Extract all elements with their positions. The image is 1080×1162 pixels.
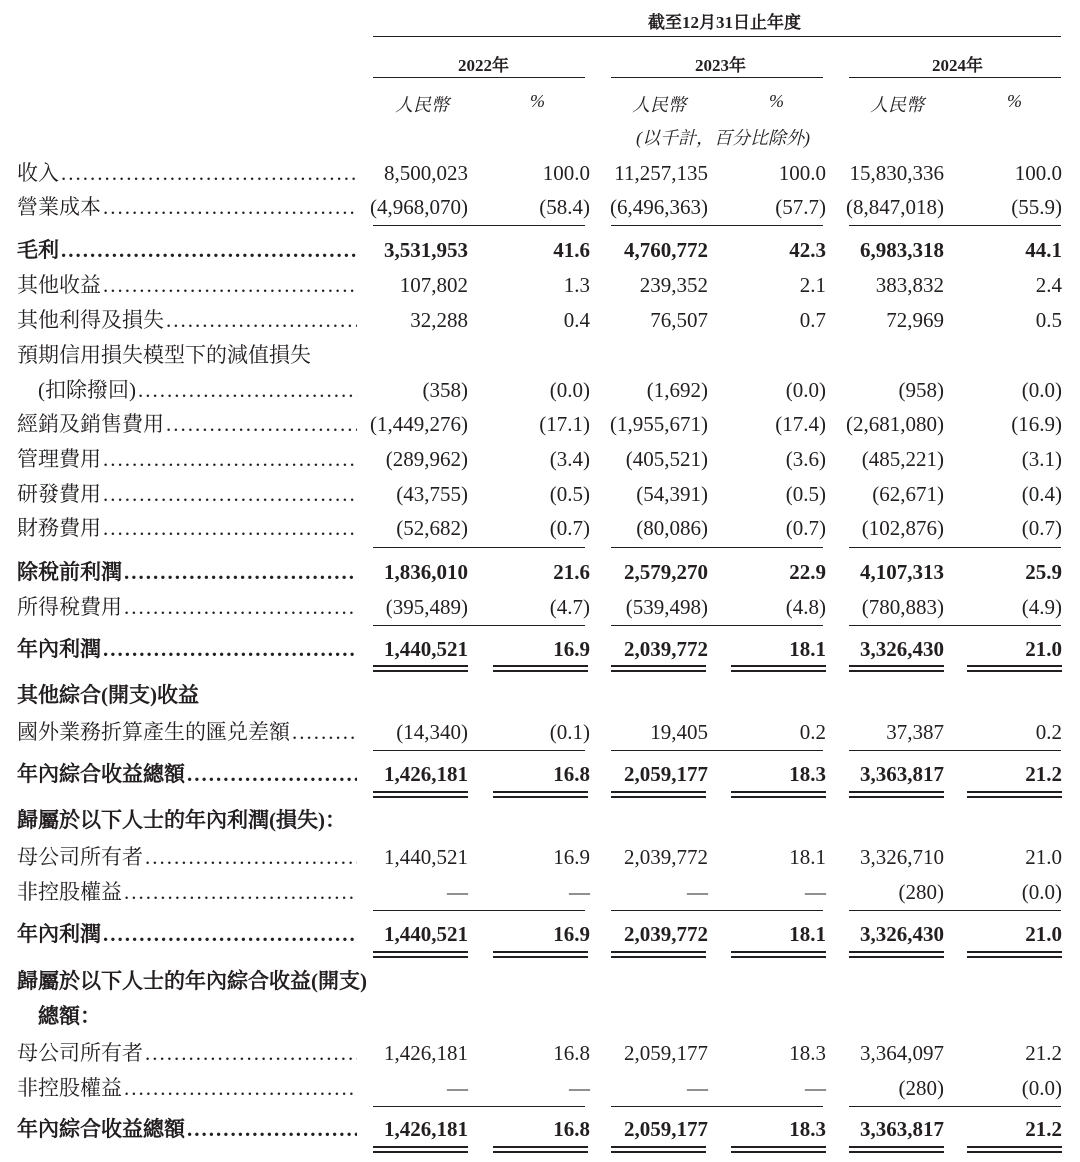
value-2023-pct: (57.7) [775,195,826,219]
double-underline [373,951,468,953]
double-underline [849,951,944,953]
double-underline [849,956,944,958]
value-2024-pct: 0.5 [1035,308,1062,332]
double-underline [849,1151,944,1153]
double-underline [967,665,1062,667]
row-attributable-tci-heading-cont [0,999,1080,1033]
value-2023-pct: 100.0 [778,161,826,185]
percent-label-2023: % [769,91,784,111]
row-profit-for-year-2 [0,917,1080,951]
value-2023-rmb: — [687,1076,708,1100]
value-2022-pct: 16.9 [553,922,590,946]
value-2023-pct: 18.1 [789,845,826,869]
value-2024-rmb: (958) [898,378,944,402]
value-2022-rmb: (52,682) [396,516,468,540]
value-2024-rmb: (485,221) [861,447,944,471]
double-underline [373,670,468,672]
divider-2022 [373,750,585,751]
divider-2024 [849,225,1061,226]
row-label: 毛利 ..... [17,233,357,267]
double-underline [611,1146,706,1148]
row-label: 非控股權益 ..... [17,1071,357,1105]
value-2024-rmb: 72,969 [886,308,944,332]
row-gross-profit [0,233,1080,267]
row-revenue [0,156,1080,190]
value-2024-pct: 21.2 [1025,1117,1062,1141]
row-label: 其他利得及損失 ..... [17,303,357,337]
value-2022-pct: 16.8 [553,762,590,786]
value-2023-rmb: (405,521) [625,447,708,471]
value-2023-pct: 18.3 [789,762,826,786]
value-2022-rmb: 1,426,181 [384,1041,468,1065]
year-header-2023: 2023年 [695,56,746,75]
value-2024-pct: 100.0 [1014,161,1062,185]
value-2024-rmb: 4,107,313 [860,560,944,584]
row-label: 母公司所有者 ..... [17,840,357,874]
row-rd-expenses [0,477,1080,511]
value-2024-rmb: (280) [898,880,944,904]
row-label: 研發費用 ..... [17,477,357,511]
row-label: 經銷及銷售費用 ..... [17,407,357,441]
value-2023-rmb: (54,391) [636,482,708,506]
divider-2024 [849,625,1061,626]
value-2024-rmb: (62,671) [872,482,944,506]
value-2022-rmb: 1,836,010 [384,560,468,584]
currency-label-2024: 人民幣 [870,95,924,115]
value-2023-pct: 18.1 [789,922,826,946]
double-underline [373,665,468,667]
divider-2023 [611,1106,823,1107]
divider-2022 [373,625,585,626]
percent-label-2024: % [1007,91,1022,111]
double-underline [493,791,588,793]
value-2024-rmb: (102,876) [861,516,944,540]
value-2022-pct: 16.9 [553,845,590,869]
double-underline [373,1151,468,1153]
row-attributable-profit-heading [0,803,1080,837]
value-2024-rmb: 383,832 [875,273,944,297]
value-2023-pct: — [805,880,826,904]
value-2024-rmb: 3,326,710 [860,845,944,869]
value-2023-pct: 0.2 [799,720,826,744]
value-2023-rmb: — [687,880,708,904]
value-2022-rmb: (358) [422,378,468,402]
row-profit-for-year [0,632,1080,666]
row-label: 歸屬於以下人士的年內綜合收益(開支) [17,969,367,993]
double-underline [731,670,826,672]
value-2024-rmb: (2,681,080) [846,412,944,436]
value-2023-rmb: 2,039,772 [624,845,708,869]
value-2022-pct: (4.7) [549,595,590,619]
value-2024-pct: 21.2 [1025,762,1062,786]
value-2022-pct: 21.6 [553,560,590,584]
row-total-comprehensive-income-2 [0,1112,1080,1146]
value-2022-rmb: 32,288 [410,308,468,332]
double-underline [967,670,1062,672]
row-finance-costs [0,511,1080,545]
value-2022-pct: (58.4) [539,195,590,219]
double-underline [373,796,468,798]
row-label: 管理費用 ..... [17,442,357,476]
period-underline [373,36,1061,37]
row-label: 其他綜合(開支)收益 [17,683,199,707]
row-label: 除稅前利潤 ..... [17,555,357,589]
percent-label-2022: % [530,91,545,111]
double-underline [493,1146,588,1148]
row-impairment-heading [0,338,1080,372]
divider-2022 [373,910,585,911]
row-label: 預期信用損失模型下的減值損失 [17,343,311,367]
value-2023-pct: 18.3 [789,1117,826,1141]
value-2024-pct: 21.0 [1025,637,1062,661]
double-underline [611,670,706,672]
value-2023-rmb: 4,760,772 [624,238,708,262]
value-2023-rmb: 2,059,177 [624,762,708,786]
row-label: 營業成本 ..... [17,190,357,224]
double-underline [373,1146,468,1148]
double-underline [967,791,1062,793]
value-2024-pct: 0.2 [1035,720,1062,744]
row-label: 收入 ..... [17,156,357,190]
row-oci-heading [0,678,1080,712]
double-underline [731,791,826,793]
value-2022-rmb: (14,340) [396,720,468,744]
row-total-comprehensive-income [0,757,1080,791]
value-2024-pct: (0.0) [1021,378,1062,402]
value-2022-pct: (17.1) [539,412,590,436]
value-2022-rmb: (395,489) [385,595,468,619]
value-2022-pct: 16.9 [553,637,590,661]
value-2023-pct: (3.6) [785,447,826,471]
value-2024-pct: (3.1) [1021,447,1062,471]
row-income-tax [0,590,1080,624]
value-2024-pct: 25.9 [1025,560,1062,584]
double-underline [493,665,588,667]
divider-2024 [849,1106,1061,1107]
row-distribution-selling [0,407,1080,441]
value-2024-pct: (0.0) [1021,880,1062,904]
row-label: 母公司所有者 ..... [17,1036,357,1070]
value-2022-pct: (0.5) [549,482,590,506]
value-2022-rmb: 107,802 [399,273,468,297]
value-2023-rmb: 19,405 [650,720,708,744]
value-2022-rmb: 8,500,023 [384,161,468,185]
value-2024-pct: 21.0 [1025,845,1062,869]
value-2023-rmb: (80,086) [636,516,708,540]
value-2023-pct: (0.0) [785,378,826,402]
value-2022-rmb: (1,449,276) [370,412,468,436]
value-2024-rmb: 6,983,318 [860,238,944,262]
divider-2024 [849,547,1061,548]
row-fx-differences [0,715,1080,749]
double-underline [611,956,706,958]
unit-note: (以千計，百分比除外) [636,128,810,148]
value-2022-rmb: — [447,1076,468,1100]
double-underline [493,796,588,798]
double-underline [967,956,1062,958]
value-2023-rmb: (1,955,671) [610,412,708,436]
value-2022-pct: 0.4 [563,308,590,332]
value-2023-pct: 18.1 [789,637,826,661]
double-underline [849,665,944,667]
year-underline-2023 [611,77,823,78]
value-2024-rmb: 37,387 [886,720,944,744]
value-2024-pct: (55.9) [1011,195,1062,219]
value-2024-pct: (0.7) [1021,516,1062,540]
double-underline [731,1151,826,1153]
row-owners-of-parent [0,840,1080,874]
row-non-controlling [0,875,1080,909]
value-2023-pct: 0.7 [799,308,826,332]
row-label: 國外業務折算產生的匯兑差額 ..... [17,715,357,749]
value-2022-rmb: (43,755) [396,482,468,506]
value-2022-rmb: — [447,880,468,904]
value-2023-pct: 2.1 [799,273,826,297]
value-2023-rmb: (539,498) [625,595,708,619]
value-2023-pct: (4.8) [785,595,826,619]
value-2022-pct: 16.8 [553,1041,590,1065]
value-2022-pct: (0.0) [549,378,590,402]
value-2024-rmb: 3,326,430 [860,922,944,946]
year-header-2022: 2022年 [458,56,509,75]
row-label: 財務費用 ..... [17,511,357,545]
value-2022-rmb: (4,968,070) [370,195,468,219]
row-label: 年內綜合收益總額 ..... [17,1112,357,1146]
value-2023-rmb: 76,507 [650,308,708,332]
value-2022-pct: — [569,1076,590,1100]
divider-2023 [611,750,823,751]
row-label: 年內綜合收益總額 ..... [17,757,357,791]
value-2024-rmb: 15,830,336 [849,161,944,185]
double-underline [849,796,944,798]
double-underline [731,796,826,798]
value-2024-rmb: 3,363,817 [860,1117,944,1141]
double-underline [849,1146,944,1148]
row-owners-of-parent-2 [0,1036,1080,1070]
double-underline [731,665,826,667]
divider-2023 [611,547,823,548]
value-2022-pct: 41.6 [553,238,590,262]
value-2023-rmb: 2,059,177 [624,1117,708,1141]
double-underline [967,796,1062,798]
value-2022-rmb: 1,440,521 [384,845,468,869]
divider-2023 [611,225,823,226]
value-2024-rmb: (280) [898,1076,944,1100]
year-underline-2024 [849,77,1061,78]
value-2024-pct: (16.9) [1011,412,1062,436]
double-underline [611,665,706,667]
value-2023-pct: (0.5) [785,482,826,506]
double-underline [373,956,468,958]
value-2023-pct: 18.3 [789,1041,826,1065]
value-2022-pct: (0.1) [549,720,590,744]
value-2023-pct: — [805,1076,826,1100]
divider-2022 [373,225,585,226]
row-non-controlling-2 [0,1071,1080,1105]
row-other-gains-losses [0,303,1080,337]
row-label: 年內利潤 ..... [17,632,357,666]
value-2023-rmb: 2,039,772 [624,637,708,661]
row-cost-of-sales [0,190,1080,224]
value-2022-rmb: 3,531,953 [384,238,468,262]
row-label: 年內利潤 ..... [17,917,357,951]
row-attributable-tci-heading [0,964,1080,998]
value-2022-pct: (3.4) [549,447,590,471]
double-underline [611,1151,706,1153]
year-header-2024: 2024年 [932,56,983,75]
currency-label-2022: 人民幣 [395,95,449,115]
value-2024-pct: (4.9) [1021,595,1062,619]
row-label: 總額： [38,1004,101,1028]
double-underline [493,1151,588,1153]
row-label: 所得稅費用 ..... [17,590,357,624]
double-underline [967,951,1062,953]
double-underline [611,796,706,798]
period-title: 截至12月31日止年度 [648,13,801,32]
double-underline [731,1146,826,1148]
value-2024-pct: (0.0) [1021,1076,1062,1100]
value-2023-pct: (0.7) [785,516,826,540]
divider-2023 [611,625,823,626]
double-underline [731,956,826,958]
currency-label-2023: 人民幣 [632,95,686,115]
double-underline [967,1151,1062,1153]
double-underline [611,951,706,953]
value-2024-rmb: 3,363,817 [860,762,944,786]
row-label: (扣除撥回) ..... [38,373,357,407]
value-2023-pct: 42.3 [789,238,826,262]
value-2023-rmb: 2,059,177 [624,1041,708,1065]
value-2024-pct: 2.4 [1035,273,1062,297]
divider-2022 [373,547,585,548]
double-underline [849,791,944,793]
double-underline [967,1146,1062,1148]
value-2024-pct: 44.1 [1025,238,1062,262]
value-2023-pct: 22.9 [789,560,826,584]
row-label: 歸屬於以下人士的年內利潤(損失)： [17,808,346,832]
row-admin-expenses [0,442,1080,476]
value-2023-rmb: 11,257,135 [614,161,708,185]
value-2022-pct: 1.3 [563,273,590,297]
value-2022-rmb: 1,440,521 [384,637,468,661]
value-2023-rmb: 239,352 [639,273,708,297]
value-2022-rmb: 1,440,521 [384,922,468,946]
value-2022-rmb: 1,426,181 [384,1117,468,1141]
value-2023-rmb: (1,692) [646,378,708,402]
value-2024-rmb: (780,883) [861,595,944,619]
value-2022-pct: 16.8 [553,1117,590,1141]
row-label: 非控股權益 ..... [17,875,357,909]
divider-2022 [373,1106,585,1107]
row-profit-before-tax [0,555,1080,589]
value-2023-rmb: (6,496,363) [610,195,708,219]
double-underline [493,956,588,958]
value-2024-pct: (0.4) [1021,482,1062,506]
row-other-income [0,268,1080,302]
divider-2024 [849,910,1061,911]
year-underline-2022 [373,77,585,78]
value-2022-pct: 100.0 [542,161,590,185]
double-underline [493,951,588,953]
value-2023-rmb: 2,039,772 [624,922,708,946]
value-2024-pct: 21.0 [1025,922,1062,946]
double-underline [849,670,944,672]
value-2024-pct: 21.2 [1025,1041,1062,1065]
divider-2023 [611,910,823,911]
double-underline [611,791,706,793]
value-2024-rmb: 3,326,430 [860,637,944,661]
value-2024-rmb: 3,364,097 [860,1041,944,1065]
value-2022-pct: (0.7) [549,516,590,540]
value-2024-rmb: (8,847,018) [846,195,944,219]
value-2022-rmb: (289,962) [385,447,468,471]
value-2022-pct: — [569,880,590,904]
row-impairment-net [0,373,1080,407]
double-underline [731,951,826,953]
row-label: 其他收益 ..... [17,268,357,302]
value-2023-rmb: 2,579,270 [624,560,708,584]
value-2022-rmb: 1,426,181 [384,762,468,786]
divider-2024 [849,750,1061,751]
double-underline [373,791,468,793]
value-2023-pct: (17.4) [775,412,826,436]
double-underline [493,670,588,672]
